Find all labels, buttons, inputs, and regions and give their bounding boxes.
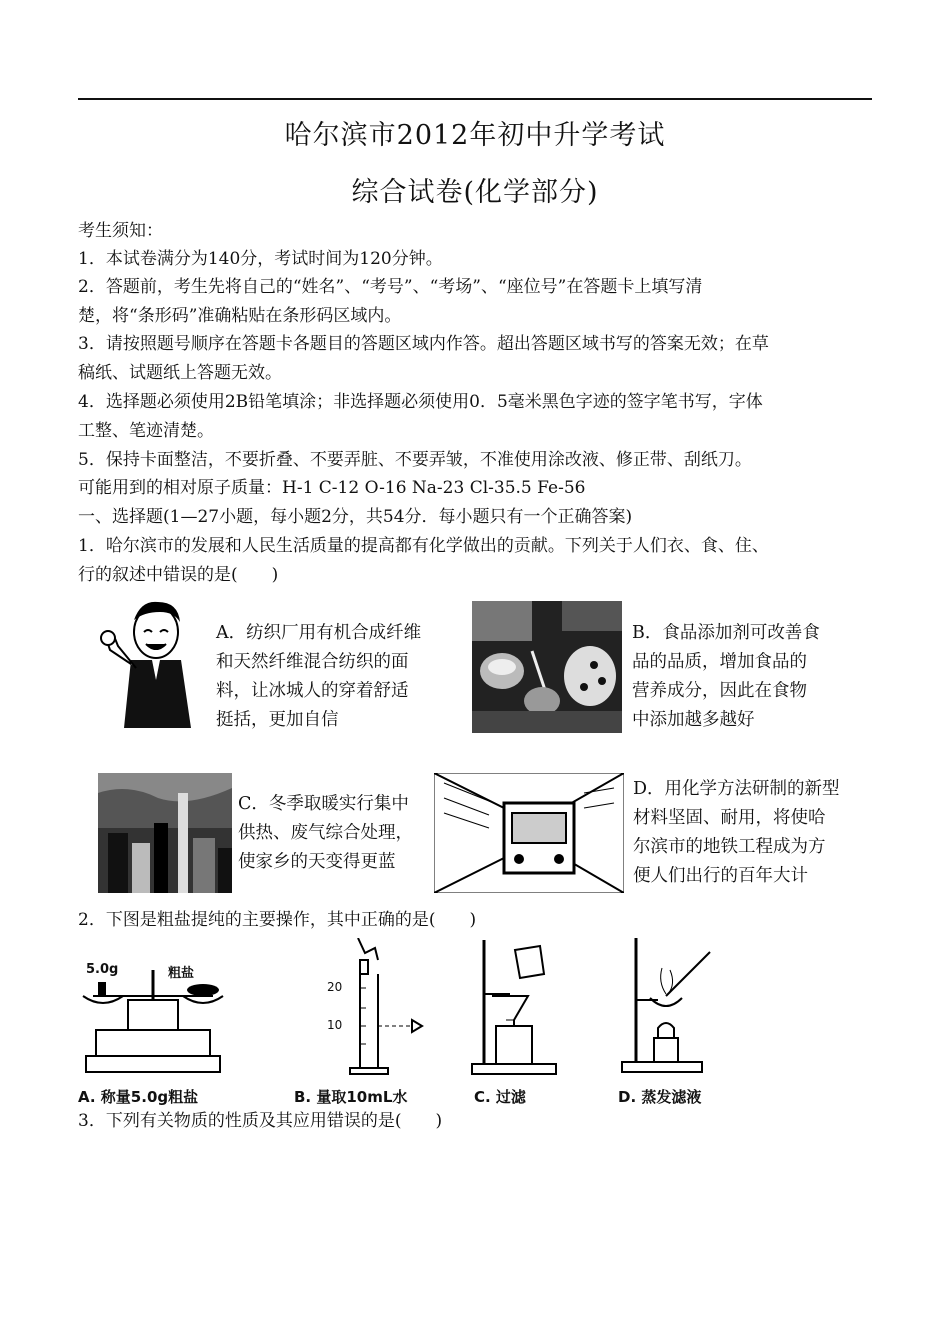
- notice-item-5: 5．保持卡面整洁，不要折叠、不要弄脏、不要弄皱，不准使用涂改液、修正带、刮纸刀。: [78, 450, 752, 470]
- q1-option-c-image: [98, 773, 232, 893]
- q1-option-a-line: 和天然纤维混合纺织的面: [216, 652, 409, 672]
- q1-option-b-line: B．食品添加剂可改善食: [632, 623, 820, 643]
- q1-option-d-line: 便人们出行的百年大计: [633, 866, 808, 886]
- q2-stem: 2．下图是粗盐提纯的主要操作，其中正确的是( ): [78, 910, 477, 930]
- q2-cylinder-mark-10: 10: [327, 1018, 343, 1032]
- notice-item-4-cont: 工整、笔迹清楚。: [78, 421, 214, 441]
- q1-option-c-line: 使家乡的天变得更蓝: [238, 852, 396, 872]
- q1-option-c: [238, 790, 413, 877]
- q2-label-b: B. 量取10mL水: [294, 1088, 408, 1106]
- q1-stem: 1．哈尔滨市的发展和人民生活质量的提高都有化学做出的贡献。下列关于人们衣、食、住、: [78, 536, 769, 556]
- q1-option-b-line: 品的品质，增加食品的: [632, 652, 807, 672]
- q2-evaporation-image: [618, 938, 718, 1080]
- q1-stem-cont: 行的叙述中错误的是( ): [78, 565, 279, 585]
- q1-option-a-image: [96, 598, 206, 728]
- notice-item-3: 3．请按照题号顺序在答题卡各题目的答题区域内作答。超出答题区域书写的答案无效；在草: [78, 334, 769, 354]
- q1-option-d-line: 材料坚固、耐用，将使哈: [633, 808, 826, 828]
- q1-option-b-line: 营养成分，因此在食物: [632, 681, 807, 701]
- notice-item-3-cont: 稿纸、试题纸上答题无效。: [78, 363, 282, 383]
- q2-filtration-image: [470, 940, 560, 1080]
- q1-option-d-image: [434, 773, 624, 893]
- q1-option-c-line: C．冬季取暖实行集中: [238, 794, 409, 814]
- q1-option-a-line: A．纺织厂用有机合成纤维: [216, 623, 422, 643]
- q2-cylinder-image: [320, 938, 430, 1078]
- page-subtitle: 综合试卷(化学部分): [351, 177, 599, 208]
- top-rule: [78, 98, 872, 100]
- q2-balance-mass: 5.0g: [86, 962, 119, 977]
- q1-option-d-line: D．用化学方法研制的新型: [633, 779, 840, 799]
- atomic-masses: 可能用到的相对原子质量：H-1 C-12 O-16 Na-23 Cl-35.5 Fe-56: [78, 478, 586, 498]
- q2-balance-image: [78, 960, 228, 1076]
- page-title: 哈尔滨市2012年初中升学考试: [284, 120, 666, 151]
- q2-balance-salt: 粗盐: [168, 966, 195, 981]
- notice-heading: 考生须知：: [78, 221, 163, 241]
- q1-option-d: [633, 775, 840, 891]
- q1-option-d-line: 尔滨市的地铁工程成为方: [633, 837, 826, 857]
- q2-cylinder-mark-20: 20: [327, 980, 343, 994]
- q2-label-a: A. 称量5.0g粗盐: [78, 1088, 199, 1106]
- q1-option-c-line: 供热、废气综合处理，: [238, 823, 413, 843]
- q3-stem: 3．下列有关物质的性质及其应用错误的是( ): [78, 1111, 443, 1131]
- notice-item-1: 1．本试卷满分为140分，考试时间为120分钟。: [78, 249, 443, 269]
- q2-label-c: C. 过滤: [474, 1088, 526, 1106]
- q1-option-a-line: 料，让冰城人的穿着舒适: [216, 681, 409, 701]
- q1-option-b-image: [472, 601, 622, 733]
- section-heading: 一、选择题(1—27小题，每小题2分，共54分．每小题只有一个正确答案): [78, 507, 633, 527]
- notice-item-2: 2．答题前，考生先将自己的“姓名”、“考号”、“考场”、“座位号”在答题卡上填写清: [78, 277, 703, 297]
- q1-option-a-line: 挺括，更加自信: [216, 710, 339, 730]
- notice-item-4: 4．选择题必须使用2B铅笔填涂；非选择题必须使用0．5毫米黑色字迹的签字笔书写，字体: [78, 392, 763, 412]
- q1-option-b: [632, 619, 820, 735]
- q1-option-a: [216, 619, 421, 735]
- q1-option-b-line: 中添加越多越好: [632, 710, 755, 730]
- notice-item-2-cont: 楚，将“条形码”准确粘贴在条形码区域内。: [78, 306, 402, 326]
- q2-label-d: D. 蒸发滤液: [618, 1088, 702, 1106]
